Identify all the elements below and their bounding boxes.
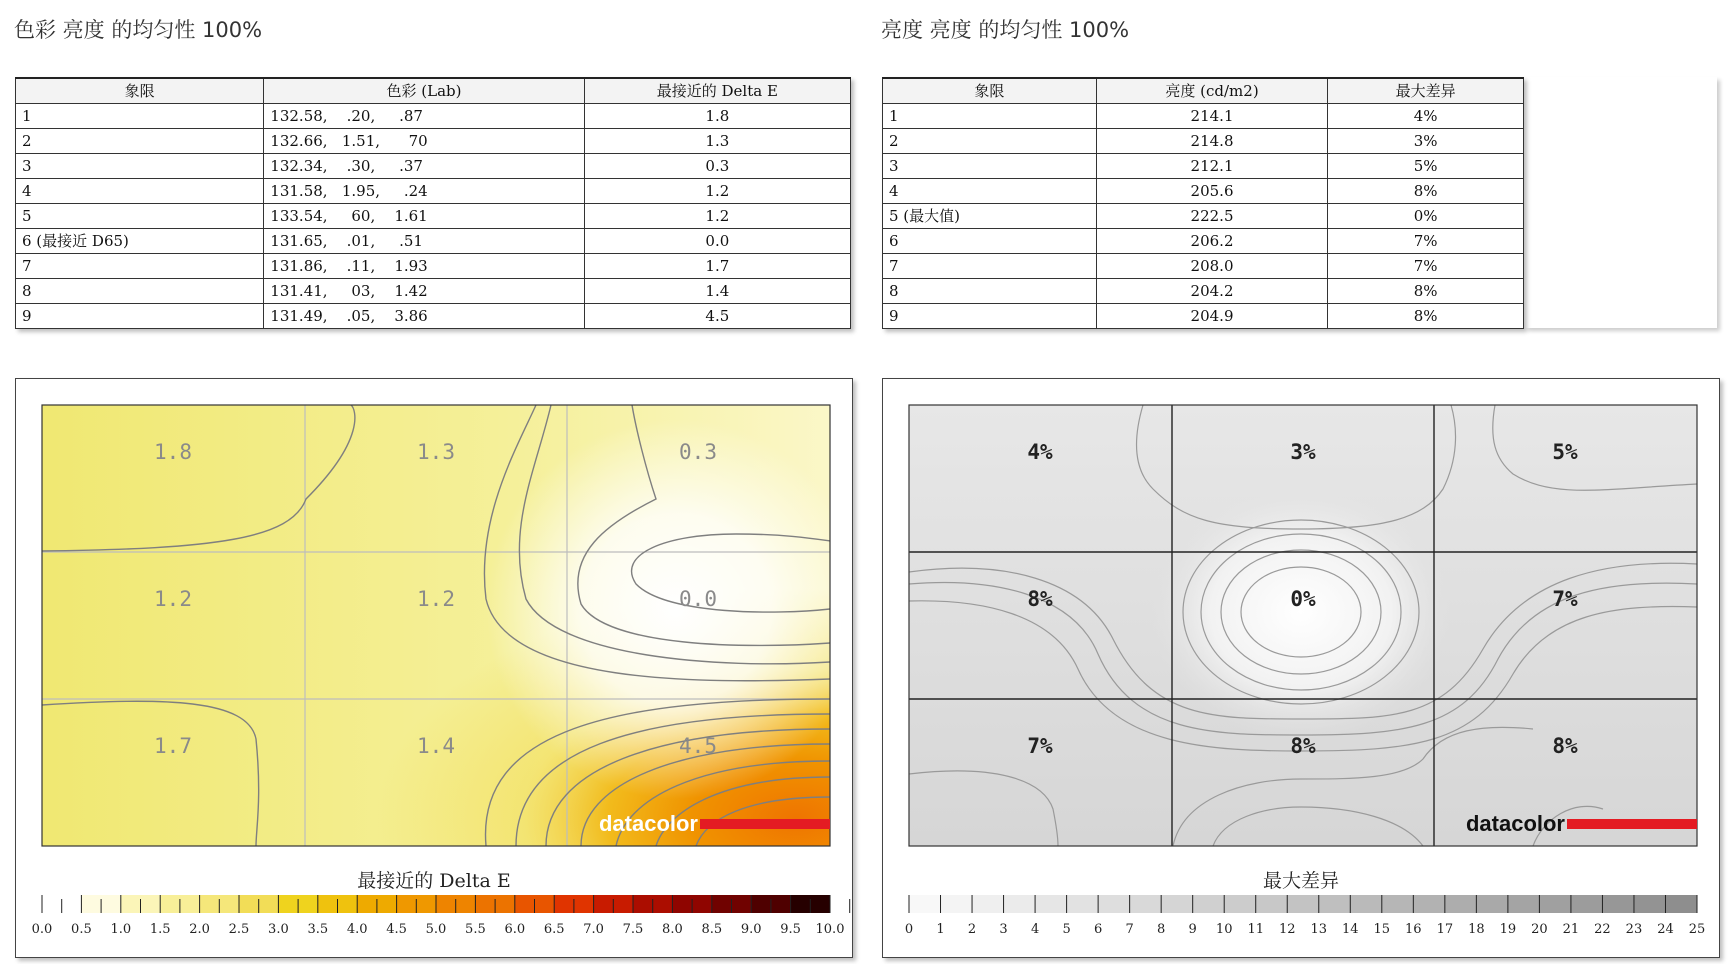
table-row xyxy=(883,104,1524,129)
table-row xyxy=(16,229,851,254)
delta-e-scale-tick-label: 8.5 xyxy=(701,922,723,937)
delta-e-value-label: 1.2 xyxy=(154,587,192,611)
scale-swatch xyxy=(1319,895,1351,913)
luminance-chart xyxy=(883,379,1719,957)
table-cell: 1.8 xyxy=(584,104,850,129)
delta-e-scale-tick-label: 0.5 xyxy=(71,922,92,937)
table-cell: 7% xyxy=(1328,229,1524,254)
max-deviation-value-label: 7% xyxy=(1552,587,1578,611)
delta-e-chart-panel xyxy=(15,378,853,958)
max-deviation-value-label: 5% xyxy=(1552,440,1578,464)
scale-swatch xyxy=(1193,895,1225,913)
table-row xyxy=(16,204,851,229)
table-cell: 9 xyxy=(883,304,1097,329)
table-cell: 0.3 xyxy=(584,154,850,179)
table-cell: 8% xyxy=(1328,279,1524,304)
table-cell: 1.4 xyxy=(584,279,850,304)
table-cell: 1.2 xyxy=(584,179,850,204)
max-deviation-scale-tick-label: 12 xyxy=(1278,922,1296,937)
table-cell: 4.5 xyxy=(584,304,850,329)
table-cell: 208.0 xyxy=(1096,254,1328,279)
delta-e-scale-tick-label: 9.5 xyxy=(780,922,801,937)
table-row xyxy=(16,304,851,329)
table-cell: 5 xyxy=(16,204,264,229)
luminance-uniformity-table xyxy=(882,77,1524,329)
column-header: 最大差异 xyxy=(1328,78,1524,104)
scale-swatch xyxy=(1602,895,1634,913)
scale-swatch xyxy=(1571,895,1603,913)
color-uniformity-table xyxy=(15,77,851,329)
max-deviation-scale-tick-label: 22 xyxy=(1594,922,1611,937)
scale-swatch xyxy=(1256,895,1288,913)
scale-swatch xyxy=(1004,895,1036,913)
table-cell: 2 xyxy=(16,129,264,154)
delta-e-scale-tick-label: 6.5 xyxy=(543,922,565,937)
delta-e-chart xyxy=(16,379,852,957)
luminance-scale-title: 最大差异 xyxy=(1262,870,1340,892)
delta-e-scale-tick-label: 0.0 xyxy=(31,922,53,937)
max-deviation-scale-tick-label: 20 xyxy=(1531,922,1548,937)
table-cell: 7 xyxy=(16,254,264,279)
scale-swatch xyxy=(1067,895,1099,913)
delta-e-scale-tick-label: 8.0 xyxy=(662,922,683,937)
delta-e-scale-tick-label: 3.0 xyxy=(268,922,289,937)
table-cell: 7% xyxy=(1328,254,1524,279)
table-cell: 132.34, .30, .37 xyxy=(264,154,584,179)
delta-e-value-label: 1.8 xyxy=(154,440,192,464)
scale-swatch xyxy=(941,895,973,913)
scale-swatch xyxy=(1035,895,1067,913)
table-cell: 1 xyxy=(16,104,264,129)
table-cell: 204.2 xyxy=(1096,279,1328,304)
column-header: 象限 xyxy=(16,78,264,104)
table-cell: 3 xyxy=(16,154,264,179)
table-row xyxy=(16,104,851,129)
table-row xyxy=(883,229,1524,254)
max-deviation-value-label: 3% xyxy=(1290,440,1316,464)
datacolor-logo-bar xyxy=(700,819,830,829)
scale-swatch xyxy=(1539,895,1571,913)
max-deviation-value-label: 0% xyxy=(1290,587,1316,611)
table-cell: 6 xyxy=(883,229,1097,254)
table-cell: 8% xyxy=(1328,179,1524,204)
scale-swatch xyxy=(972,895,1004,913)
max-deviation-value-label: 8% xyxy=(1552,734,1578,758)
max-deviation-scale-tick-label: 15 xyxy=(1373,922,1391,937)
max-deviation-scale-tick-label: 23 xyxy=(1625,922,1643,937)
delta-e-scale-tick-label: 1.0 xyxy=(110,922,132,937)
table-cell: 0.0 xyxy=(584,229,850,254)
table-cell: 131.65, .01, .51 xyxy=(264,229,584,254)
table-cell: 131.58, 1.95, .24 xyxy=(264,179,584,204)
max-deviation-scale-tick-label: 25 xyxy=(1688,922,1706,937)
datacolor-logo-bar xyxy=(1567,819,1697,829)
table-cell: 8% xyxy=(1328,304,1524,329)
max-deviation-scale-tick-label: 3 xyxy=(999,922,1008,937)
table-cell: 6 (最接近 D65) xyxy=(16,229,264,254)
max-deviation-value-label: 4% xyxy=(1027,440,1053,464)
table-row xyxy=(883,179,1524,204)
table-cell: 9 xyxy=(16,304,264,329)
delta-e-scale-tick-label: 10.0 xyxy=(815,922,845,937)
right-section-title: 亮度 亮度 的均匀性 100% xyxy=(881,18,1130,42)
table-cell: 222.5 xyxy=(1096,204,1328,229)
delta-e-scale-tick-label: 2.5 xyxy=(228,922,250,937)
datacolor-logo: datacolor xyxy=(1465,811,1565,836)
max-deviation-scale-tick-label: 4 xyxy=(1030,922,1040,937)
table-row xyxy=(16,129,851,154)
table-shadow-panel xyxy=(1525,77,1717,328)
column-header: 色彩 (Lab) xyxy=(264,78,584,104)
datacolor-logo: datacolor xyxy=(598,811,698,836)
table-cell: 3 xyxy=(883,154,1097,179)
delta-e-scale-tick-label: 6.0 xyxy=(504,922,526,937)
table-cell: 4 xyxy=(883,179,1097,204)
delta-e-value-label: 1.3 xyxy=(417,440,455,464)
scale-swatch xyxy=(1665,895,1697,913)
delta-e-scale-tick-label: 4.0 xyxy=(346,922,368,937)
max-deviation-scale-tick-label: 7 xyxy=(1125,922,1134,937)
max-deviation-value-label: 8% xyxy=(1290,734,1316,758)
table-cell: 206.2 xyxy=(1096,229,1328,254)
table-cell: 7 xyxy=(883,254,1097,279)
column-header: 象限 xyxy=(883,78,1097,104)
table-row xyxy=(883,129,1524,154)
max-deviation-scale-tick-label: 21 xyxy=(1562,922,1580,937)
table-cell: 1.3 xyxy=(584,129,850,154)
table-cell: 2 xyxy=(883,129,1097,154)
column-header: 亮度 (cd/m2) xyxy=(1096,78,1328,104)
max-deviation-scale-tick-label: 0 xyxy=(904,922,914,937)
max-deviation-scale-tick-label: 9 xyxy=(1188,922,1197,937)
table-cell: 132.58, .20, .87 xyxy=(264,104,584,129)
table-cell: 131.86, .11, 1.93 xyxy=(264,254,584,279)
delta-e-scale-title: 最接近的 Delta E xyxy=(357,870,511,892)
luminance-chart-panel xyxy=(882,378,1720,958)
table-row xyxy=(16,254,851,279)
scale-swatch xyxy=(1476,895,1508,913)
max-deviation-value-label: 8% xyxy=(1027,587,1053,611)
table-cell: 132.66, 1.51, 70 xyxy=(264,129,584,154)
max-deviation-scale-tick-label: 10 xyxy=(1215,922,1233,937)
max-deviation-scale-tick-label: 18 xyxy=(1468,922,1485,937)
table-cell: 8 xyxy=(16,279,264,304)
scale-swatch xyxy=(1445,895,1477,913)
table-cell: 5% xyxy=(1328,154,1524,179)
delta-e-scale-tick-label: 7.5 xyxy=(622,922,644,937)
delta-e-scale-tick-label: 1.5 xyxy=(149,922,171,937)
table-row xyxy=(883,154,1524,179)
scale-swatch xyxy=(1130,895,1162,913)
scale-swatch xyxy=(1350,895,1382,913)
max-deviation-scale-tick-label: 14 xyxy=(1342,922,1359,937)
delta-e-value-label: 1.4 xyxy=(417,734,455,758)
left-section-title: 色彩 亮度 的均匀性 100% xyxy=(14,18,263,42)
table-cell: 205.6 xyxy=(1096,179,1328,204)
table-cell: 214.8 xyxy=(1096,129,1328,154)
table-row xyxy=(16,154,851,179)
max-deviation-value-label: 7% xyxy=(1027,734,1053,758)
table-cell: 1 xyxy=(883,104,1097,129)
table-cell: 4% xyxy=(1328,104,1524,129)
scale-swatch xyxy=(1382,895,1414,913)
scale-swatch xyxy=(1413,895,1445,913)
delta-e-scale-tick-label: 9.0 xyxy=(740,922,762,937)
delta-e-value-label: 1.7 xyxy=(154,734,192,758)
delta-e-scale-tick-label: 5.0 xyxy=(425,922,447,937)
table-cell: 1.7 xyxy=(584,254,850,279)
delta-e-scale-tick-label: 5.5 xyxy=(465,922,486,937)
table-cell: 131.41, 03, 1.42 xyxy=(264,279,584,304)
table-cell: 4 xyxy=(16,179,264,204)
max-deviation-scale-tick-label: 11 xyxy=(1247,922,1264,937)
table-row xyxy=(883,204,1524,229)
delta-e-scale-tick-label: 7.0 xyxy=(583,922,604,937)
table-row xyxy=(16,279,851,304)
delta-e-scale-tick-label: 2.0 xyxy=(189,922,210,937)
max-deviation-scale-tick-label: 1 xyxy=(936,922,945,937)
delta-e-value-label: 1.2 xyxy=(417,587,455,611)
table-row xyxy=(883,279,1524,304)
table-cell: 131.49, .05, 3.86 xyxy=(264,304,584,329)
table-cell: 8 xyxy=(883,279,1097,304)
max-deviation-scale-tick-label: 19 xyxy=(1499,922,1517,937)
table-row xyxy=(883,254,1524,279)
scale-swatch xyxy=(1508,895,1540,913)
table-row xyxy=(16,179,851,204)
table-cell: 1.2 xyxy=(584,204,850,229)
max-deviation-scale-tick-label: 13 xyxy=(1310,922,1328,937)
scale-swatch xyxy=(1224,895,1256,913)
max-deviation-scale-tick-label: 2 xyxy=(967,922,977,937)
table-cell: 5 (最大值) xyxy=(883,204,1097,229)
delta-e-scale-tick-label: 4.5 xyxy=(386,922,407,937)
scale-swatch xyxy=(909,895,941,913)
scale-swatch xyxy=(1098,895,1130,913)
table-row xyxy=(883,304,1524,329)
scale-swatch xyxy=(1287,895,1319,913)
delta-e-value-label: 0.3 xyxy=(679,440,717,464)
table-cell: 204.9 xyxy=(1096,304,1328,329)
max-deviation-scale-tick-label: 24 xyxy=(1657,922,1674,937)
delta-e-scale-tick-label: 3.5 xyxy=(307,922,329,937)
table-cell: 212.1 xyxy=(1096,154,1328,179)
max-deviation-scale-tick-label: 6 xyxy=(1093,922,1103,937)
scale-swatch xyxy=(1161,895,1193,913)
max-deviation-scale-tick-label: 8 xyxy=(1157,922,1166,937)
table-cell: 0% xyxy=(1328,204,1524,229)
delta-e-value-label: 4.5 xyxy=(679,734,717,758)
max-deviation-scale-tick-label: 17 xyxy=(1436,922,1454,937)
table-cell: 133.54, 60, 1.61 xyxy=(264,204,584,229)
max-deviation-scale-tick-label: 5 xyxy=(1062,922,1071,937)
table-cell: 214.1 xyxy=(1096,104,1328,129)
scale-swatch xyxy=(1634,895,1666,913)
column-header: 最接近的 Delta E xyxy=(584,78,850,104)
delta-e-value-label: 0.0 xyxy=(679,587,717,611)
max-deviation-scale-tick-label: 16 xyxy=(1405,922,1422,937)
table-cell: 3% xyxy=(1328,129,1524,154)
